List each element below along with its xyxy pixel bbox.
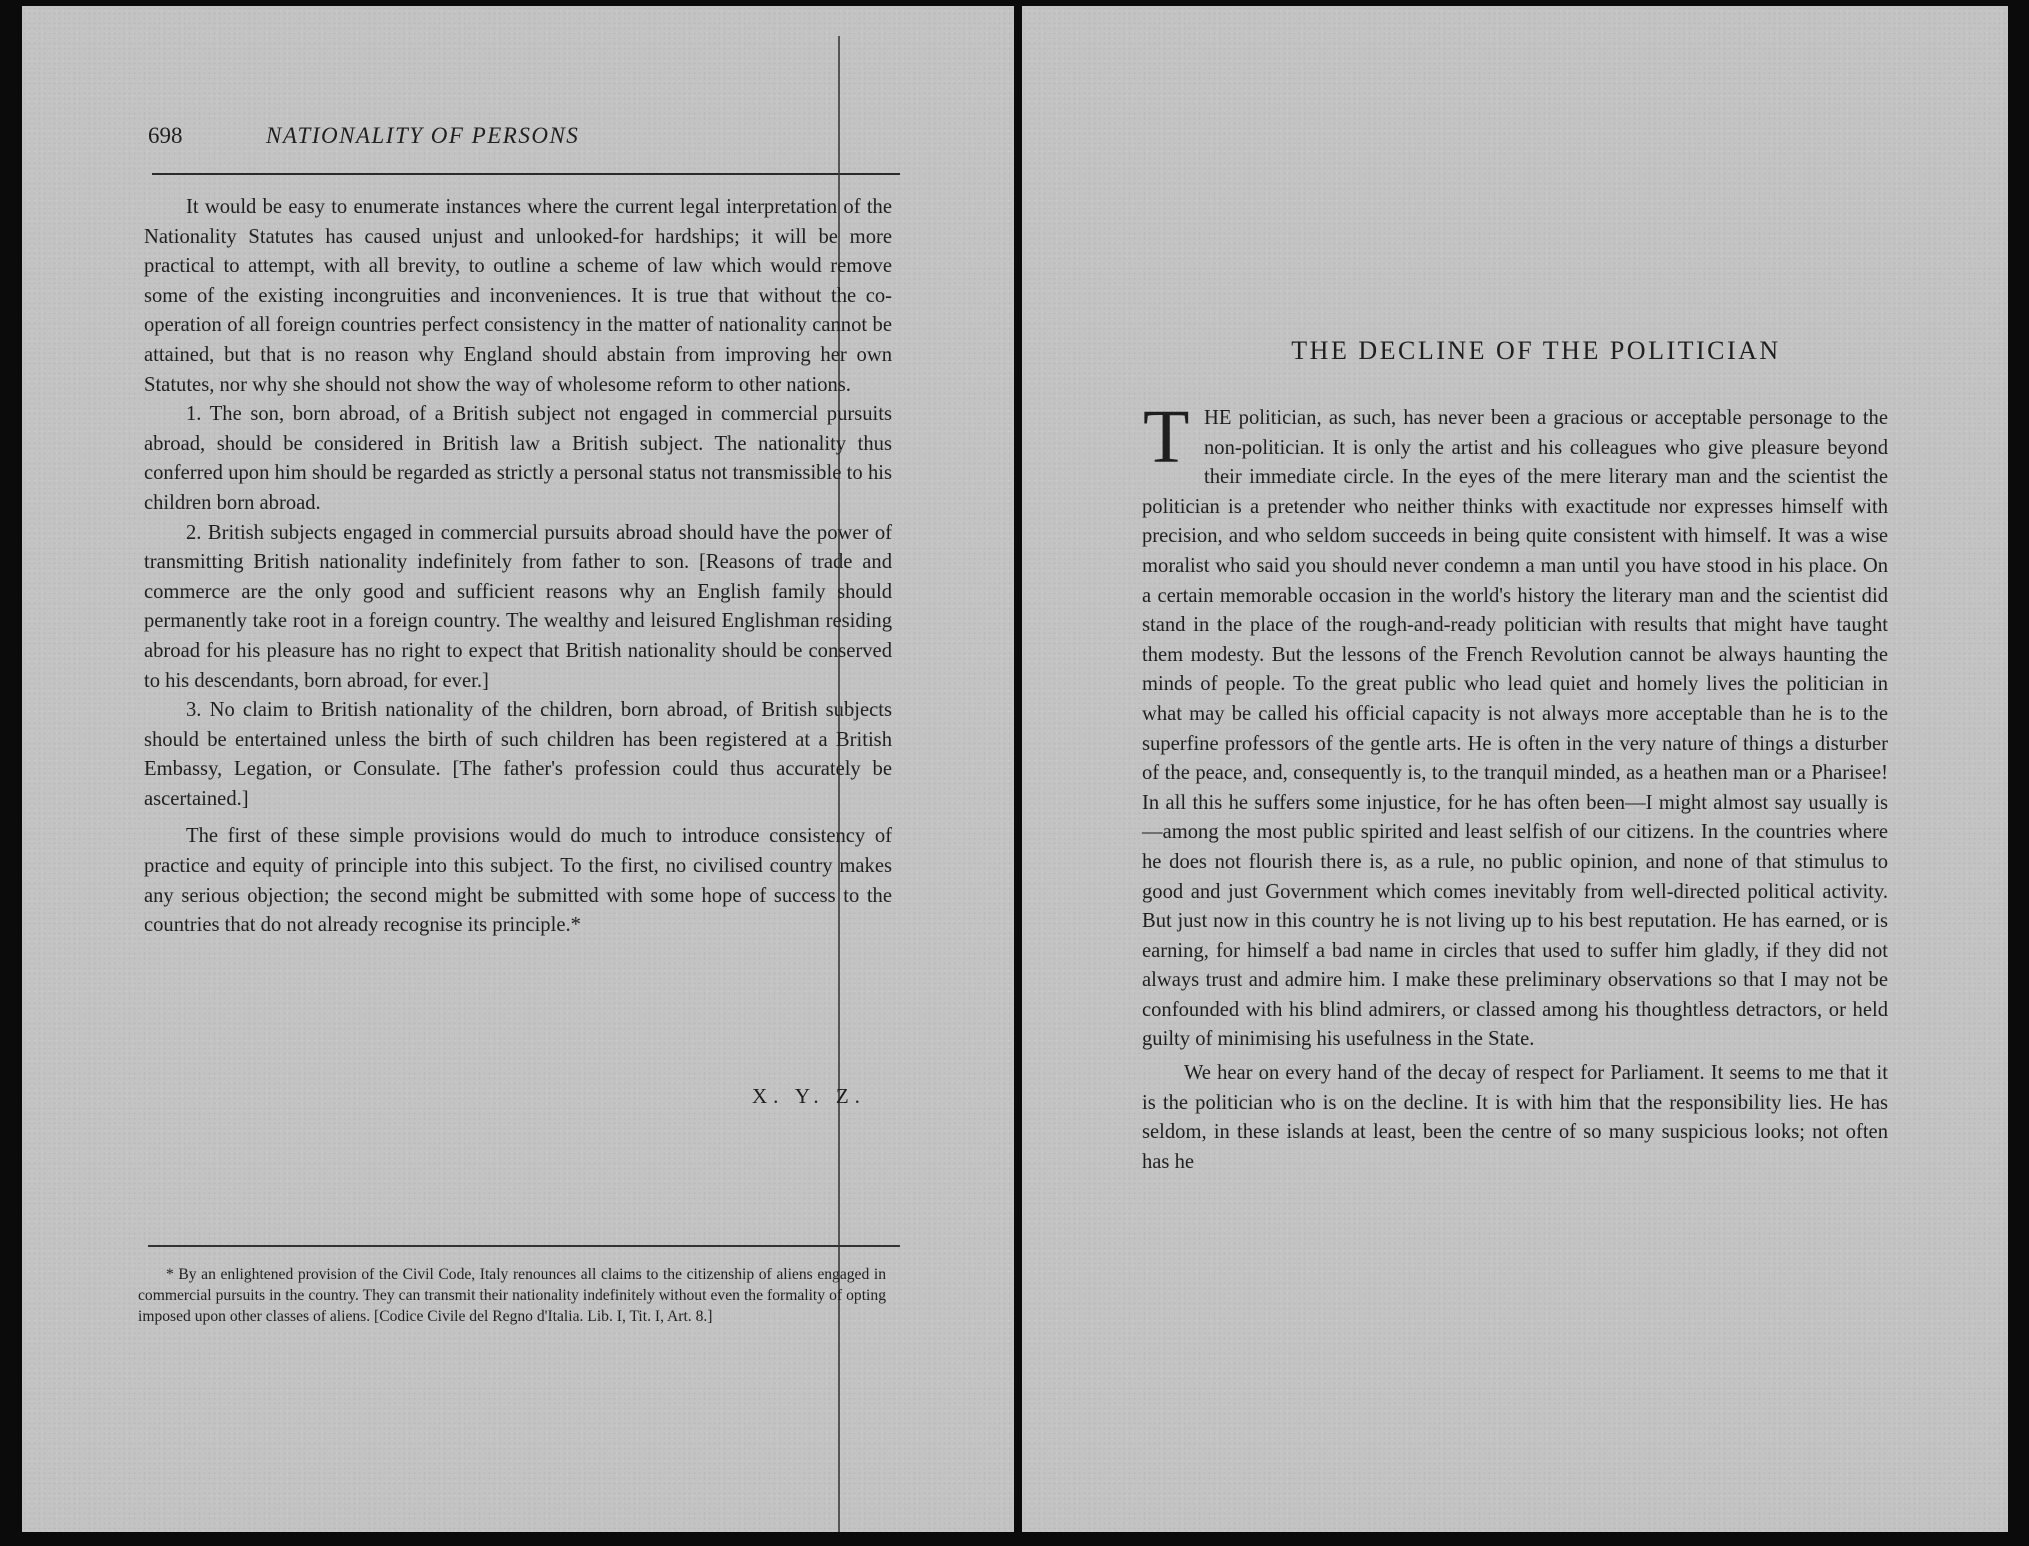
paragraph: It would be easy to enumerate instances where the current legal interpretation of the Nationality Statutes has caused unjust and unlooked-for hardships; it will be more practical to attempt, with all brevity, to outline a scheme of law which would remove some of the existing incongruities and inconveniences. It is true that without the co-operation of all foreign countries perfect consistency in the matter of nationality cannot be attained, but that is no reason why England should abstain from improving her own Statutes, nor why she should not show the way of wholesome reform to other nations. [144,196,892,396]
provision-1: 1. The son, born abroad, of a British subject not engaged in commercial pursuits abroad, should be considered in British law a British subject. The nationality thus conferred upon him should be regarded as strictly a personal status not transmissible to his children born abroad. [144,403,892,514]
paragraph: We hear on every hand of the decay of respect for Parliament. It seems to me that it is the politician who is on the decline. It is with him that the responsibility lies. He has seldom, in these islands at least, been the centre of so many suspicious looks; not often has he [1142,1062,1888,1173]
article-body [144,193,892,941]
author-signature: X. Y. Z. [752,1084,866,1108]
right-page [1022,6,2008,1532]
provision-3: 3. No claim to British nationality of the children, born abroad, of British subjects should be entertained unless the birth of such children has been registered at a British Embassy, Legation, or Consulate. [The father's profession could thus accurately be ascertained.] [144,699,892,810]
page-number: 698 [148,123,183,148]
running-head [148,123,900,163]
footnote [138,1264,886,1327]
footnote-rule [148,1245,900,1247]
paragraph: The first of these simple provisions would do much to introduce consistency of practice and equity of principle into this subject. To the first, no civilised country makes any serious objection; the second might be submitted with some hope of success to the countries that do not already recognise its principle.* [144,825,892,937]
opening-paragraph: HE politician, as such, has never been a gracious or acceptable personage to the non-politician. It is only the artist and his colleagues who give pleasure beyond their immediate circle. In the eyes of the mere literary man and the scientist the politician is a pretender who neither thinks with exactitude nor expresses himself with precision, and who seldom succeeds in being quite consistent with himself. It was a wise moralist who said you should never condemn a man until you have stood in his place. On a certain memorable occasion in the world's history the literary man and the scientist did stand in the place of the rough-and-ready politician with results that might have taught them modesty. But the lessons of the French Revolution cannot be always haunting the minds of people. To the great public who lead quiet and homely lives the politician in what may be called his official capacity is not always more acceptable than he is to the superfine professors of the gentle arts. He is often in the very nature of things a disturber of the peace, and, consequently is, to the tranquil minded, as a heathen man or a Pharisee! In all this he suffers some injustice, for he has often been—I might almost say usually is—among the most public spirited and least selfish of our citizens. In the countries where he does not flourish there is, as a rule, no public opinion, and none of that stimulus to good and just Government which comes inevitably from well-directed political activity. But just now in this country he is not living up to his best reputation. He has earned, or is earning, for himself a bad name in circles that used to suffer him gladly, if they did not always trust and admire him. I make these preliminary observations so that I may not be confounded with his blind admirers, or classed among his thoughtless detractors, or held guilty of minimising his usefulness in the State. [1142,407,1888,1051]
header-rule [152,173,900,175]
provision-2: 2. British subjects engaged in commercial pursuits abroad should have the power of transmitting British nationality indefinitely from father to son. [Reasons of trade and commerce are the only good and sufficient reasons why an English family should permanently take root in a foreign country. The wealthy and leisured Englishman residing abroad for his pleasure has no right to expect that British nationality should be conserved to his descendants, born abroad, for ever.] [144,521,892,692]
article-title: THE DECLINE OF THE POLITICIAN [1291,336,1781,365]
article-body [1142,404,1888,1177]
drop-cap: T [1143,395,1190,479]
left-page [22,6,1014,1532]
running-title: NATIONALITY OF PERSONS [266,123,580,148]
footnote-text: * By an enlightened provision of the Civil Code, Italy renounces all claims to the citizenship of aliens engaged in commercial pursuits in the country. They can transmit their nationality indefinitely without even the formality of opting imposed upon other classes of aliens. [Codice Civile del Regno d'Italia. Lib. I, Tit. I, Art. 8.] [138,1266,886,1325]
